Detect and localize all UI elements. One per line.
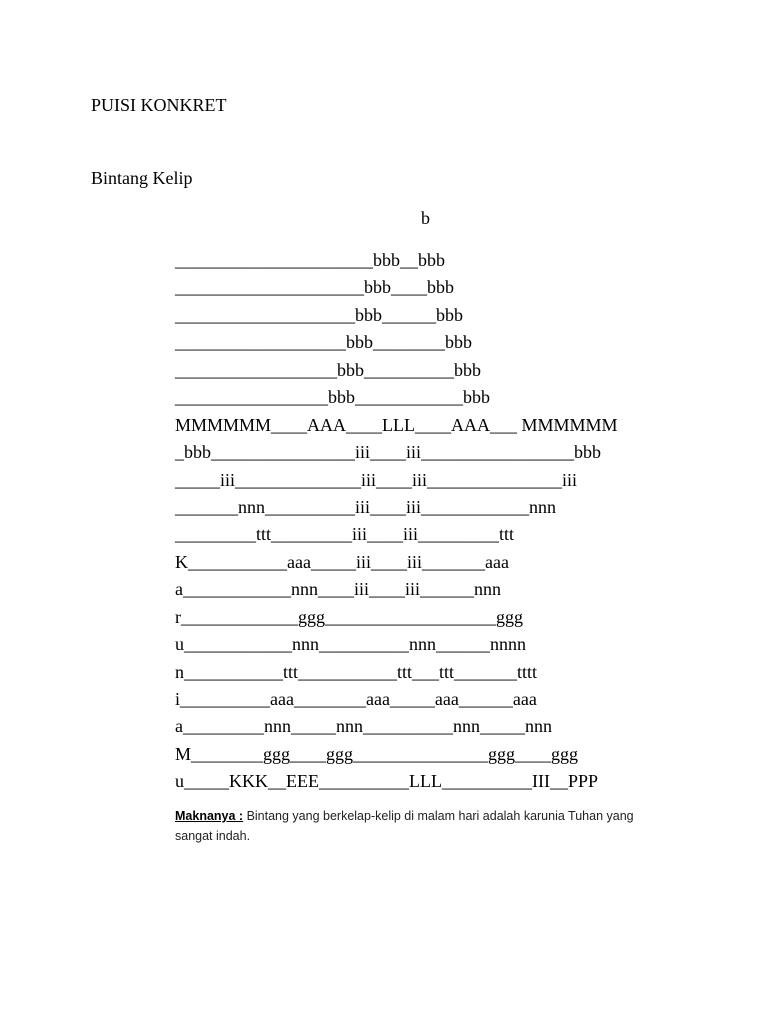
poem-line: i__________aaa________aaa_____aaa______aaa xyxy=(175,689,537,709)
meaning-label: Maknanya : xyxy=(175,809,244,823)
poem-line: a_________nnn_____nnn__________nnn_____nnn xyxy=(175,716,552,737)
poem-title: Bintang Kelip xyxy=(91,168,193,188)
poem-line: _________ttt_________iii____iii_________ttt xyxy=(175,524,515,545)
document-title: PUISI KONKRET xyxy=(91,95,227,115)
poem-meaning xyxy=(175,806,665,846)
poem-line: ______________________bbb__bbb xyxy=(175,250,445,270)
poem-line: _bbb________________iii____iii_________________bbb xyxy=(175,442,602,463)
poem-line: MMMMMM____AAA____LLL____AAA___ MMMMMM xyxy=(175,414,618,435)
poem-line: a____________nnn____iii____iii______nnn xyxy=(175,579,501,600)
poem-line: _____iii______________iii____iii_______________iii xyxy=(175,469,578,490)
poem-line: K___________aaa_____iii____iii_______aaa xyxy=(175,551,509,572)
poem-line: u____________nnn__________nnn______nnnn xyxy=(175,634,526,655)
concrete-poem xyxy=(175,247,735,796)
poem-line: __________________bbb__________bbb xyxy=(175,359,481,380)
poem-line: _____________________bbb____bbb xyxy=(175,277,454,298)
poem-line: _________________bbb____________bbb xyxy=(175,387,490,408)
poem-line: ____________________bbb______bbb xyxy=(175,304,463,325)
poem-line: M________ggg____ggg_______________ggg____ggg xyxy=(175,743,579,764)
poem-top-letter: b xyxy=(421,208,430,228)
poem-line: r_____________ggg___________________ggg xyxy=(175,606,523,627)
poem-line: _______nnn__________iii____iii____________nnn xyxy=(175,496,557,517)
meaning-text: Bintang yang berkelap-kelip di malam hari adalah karunia Tuhan yang sangat indah. xyxy=(175,809,634,843)
poem-line: u_____KKK__EEE__________LLL__________III__PPP xyxy=(175,771,598,792)
poem-line: ___________________bbb________bbb xyxy=(175,332,472,353)
poem-line: n___________ttt___________ttt___ttt_______tttt xyxy=(175,661,538,682)
